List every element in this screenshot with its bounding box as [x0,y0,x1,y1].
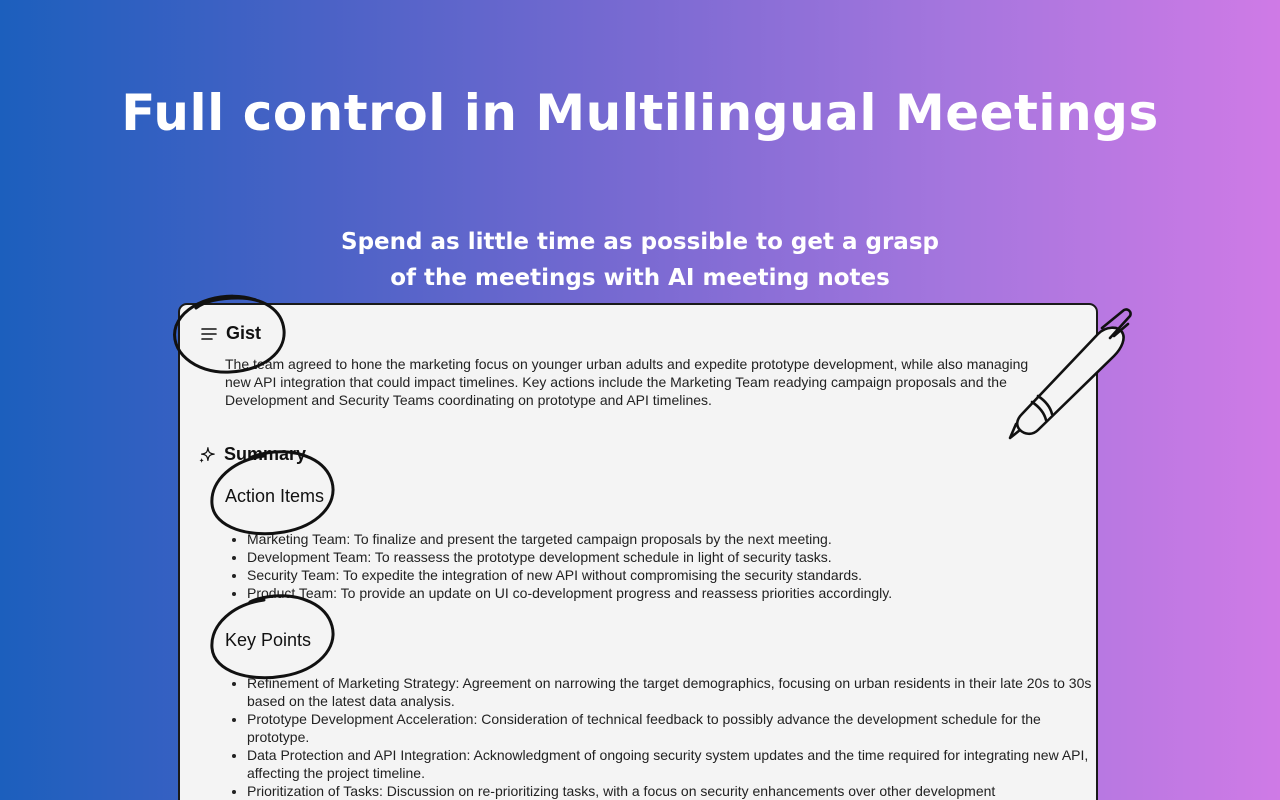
action-items-heading: Action Items [225,486,325,506]
key-points-list [225,674,1097,800]
menu-lines-icon [200,325,218,343]
summary-heading [198,444,306,465]
action-items-list [225,530,1097,602]
gist-text: The team agreed to hone the marketing focus on younger urban adults and expedite prototype development, while also managing new API integration that could impact timelines. Key actions include the Marketing Team readying campaign proposals and the Development and Security Teams coordinating on prototype and API timelines. [225,356,1029,408]
summary-title: Summary [224,444,307,464]
gist-heading [200,323,261,344]
gist-title: Gist [226,323,262,343]
list-item: • Product Team: To provide an update on UI co-development progress and reassess priorities accordingly. [247,584,1097,602]
hero-subtitle-line-1: Spend as little time as possible to get a grasp [341,229,939,255]
list-item: • Prototype Development Acceleration: Consideration of technical feedback to possibly advance the development schedule for the prototype. [247,710,1097,746]
list-item: • Refinement of Marketing Strategy: Agreement on narrowing the target demographics, focusing on urban residents in their late 20s to 30s based on the latest data analysis. [247,674,1097,710]
list-item: • Prioritization of Tasks: Discussion on re-prioritizing tasks, with a focus on security enhancements over other development [247,782,1097,800]
key-points-heading: Key Points [225,630,312,650]
hero-title: Full control in Multilingual Meetings [121,84,1159,142]
pen-icon [1002,306,1142,440]
list-item: • Development Team: To reassess the prototype development schedule in light of security tasks. [247,548,1097,566]
hero-subtitle [0,224,1280,296]
hero-subtitle-line-2: of the meetings with AI meeting notes [390,265,890,291]
sparkle-icon [198,446,216,464]
list-item: • Marketing Team: To finalize and present the targeted campaign proposals by the next meeting. [247,530,1097,548]
meeting-notes-card [178,303,1098,800]
list-item: • Data Protection and API Integration: Acknowledgment of ongoing security system updates and the time required for integrating new API, affecting the project timeline. [247,746,1097,782]
list-item: • Security Team: To expedite the integration of new API without compromising the security standards. [247,566,1097,584]
